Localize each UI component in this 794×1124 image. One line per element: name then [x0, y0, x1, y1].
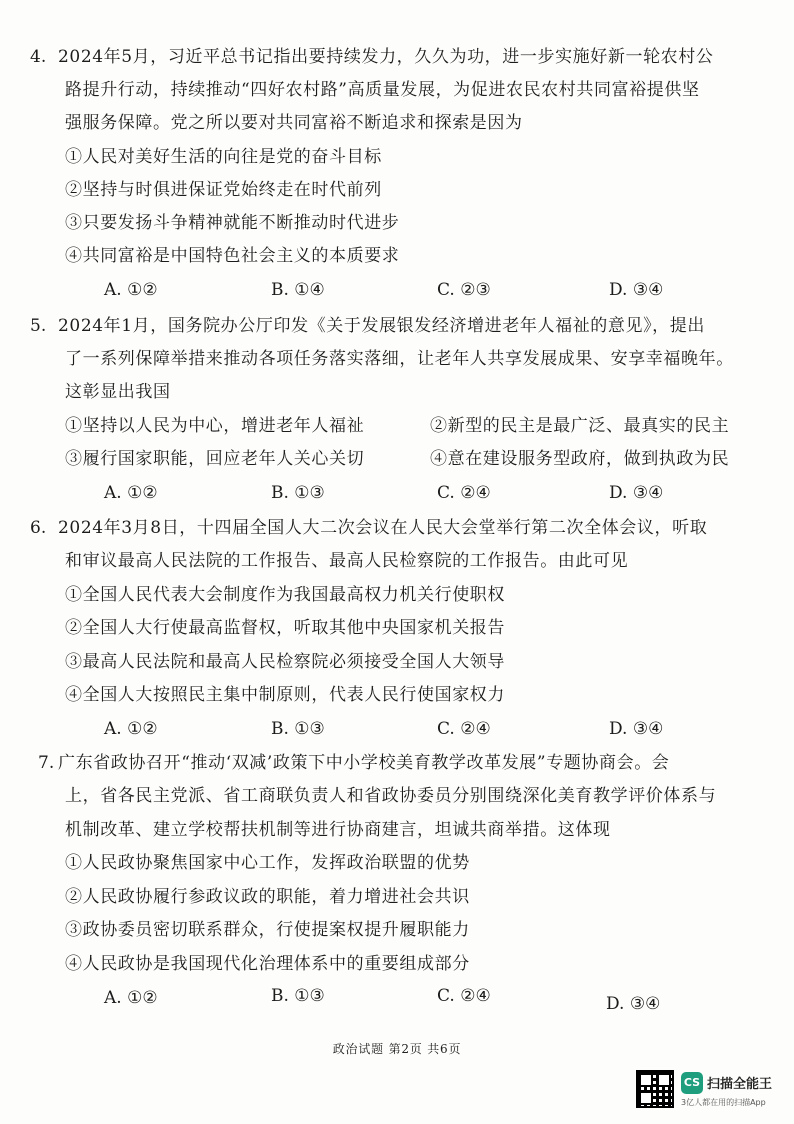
- option-c: C. ②③: [437, 280, 491, 300]
- question-number: 5.: [30, 316, 47, 336]
- statement-3: ③最高人民法院和最高人民检察院必须接受全国人大领导: [65, 652, 505, 672]
- option-c: C. ②④: [437, 483, 491, 503]
- option-c: C. ②④: [437, 986, 491, 1006]
- question-stem-line: 2024年1月，国务院办公厅印发《关于发展银发经济增进老年人福祉的意见》，提出: [58, 316, 705, 336]
- statement-1: ①坚持以人民为中心，增进老年人福祉: [65, 416, 365, 436]
- option-d: D. ③④: [609, 280, 664, 300]
- option-a: A. ①②: [104, 280, 158, 300]
- option-a: A. ①②: [104, 483, 158, 503]
- statement-2: ②新型的民主是最广泛、最真实的民主: [430, 416, 730, 436]
- option-a: A. ①②: [104, 719, 158, 739]
- option-b: B. ①③: [271, 719, 325, 739]
- statement-3: ③政协委员密切联系群众，行使提案权提升履职能力: [65, 920, 470, 940]
- question-stem-line: 上，省各民主党派、省工商联负责人和省政协委员分别围绕深化美育教学评价体系与: [65, 786, 717, 806]
- statement-4: ④意在建设服务型政府，做到执政为民: [430, 449, 730, 469]
- statement-1: ①全国人民代表大会制度作为我国最高权力机关行使职权: [65, 585, 505, 605]
- statement-2: ②人民政协履行参政议政的职能，着力增进社会共识: [65, 887, 470, 907]
- statement-4: ④共同富裕是中国特色社会主义的本质要求: [65, 246, 400, 266]
- option-a: A. ①②: [104, 988, 158, 1008]
- question-stem-line: 强服务保障。党之所以要对共同富裕不断追求和探索是因为: [65, 113, 523, 133]
- option-b: B. ①③: [271, 483, 325, 503]
- question-number: 4.: [30, 47, 47, 67]
- option-b: B. ①④: [271, 280, 325, 300]
- statement-4: ④全国人大按照民主集中制原则，代表人民行使国家权力: [65, 685, 505, 705]
- scanner-app-name: 扫描全能王: [707, 1077, 773, 1092]
- statement-1: ①人民对美好生活的向往是党的奋斗目标: [65, 147, 382, 167]
- statement-1: ①人民政协聚焦国家中心工作，发挥政治联盟的优势: [65, 853, 470, 873]
- question-stem-line: 了一系列保障举措来推动各项任务落实落细，让老年人共享发展成果、安享幸福晚年。: [65, 349, 734, 369]
- option-c: C. ②④: [437, 719, 491, 739]
- question-number: 7.: [38, 753, 55, 773]
- option-b: B. ①③: [271, 986, 325, 1006]
- qr-code-icon: [636, 1070, 674, 1108]
- question-stem-line: 机制改革、建立学校帮扶机制等进行协商建言，坦诚共商举措。这体现: [65, 820, 611, 840]
- question-stem-line: 2024年3月8日，十四届全国人大二次会议在人民大会堂举行第二次全体会议，听取: [58, 518, 708, 538]
- question-stem-line: 和审议最高人民法院的工作报告、最高人民检察院的工作报告。由此可见: [65, 551, 629, 571]
- option-d: D. ③④: [609, 483, 664, 503]
- question-stem-line: 2024年5月，习近平总书记指出要持续发力，久久为功，进一步实施好新一轮农村公: [58, 47, 714, 67]
- question-stem-line: 路提升行动，持续推动“四好农村路”高质量发展，为促进农民农村共同富裕提供坚: [65, 80, 700, 100]
- statement-2: ②坚持与时俱进保证党始终走在时代前列: [65, 180, 382, 200]
- statement-3: ③履行国家职能，回应老年人关心关切: [65, 449, 365, 469]
- option-d: D. ③④: [606, 994, 661, 1014]
- scanner-tagline: 3亿人都在用的扫描App: [681, 1098, 766, 1107]
- question-number: 6.: [30, 518, 47, 538]
- question-stem-line: 这彰显出我国: [65, 382, 171, 402]
- option-d: D. ③④: [609, 719, 664, 739]
- statement-3: ③只要发扬斗争精神就能不断推动时代进步: [65, 213, 400, 233]
- page-footer: 政治试题 第2页 共6页: [332, 1042, 462, 1056]
- statement-2: ②全国人大行使最高监督权，听取其他中央国家机关报告: [65, 618, 505, 638]
- statement-4: ④人民政协是我国现代化治理体系中的重要组成部分: [65, 954, 470, 974]
- question-stem-line: 广东省政协召开“推动‘双减’政策下中小学校美育教学改革发展”专题协商会。会: [58, 753, 670, 773]
- camscanner-logo: CS: [681, 1072, 703, 1094]
